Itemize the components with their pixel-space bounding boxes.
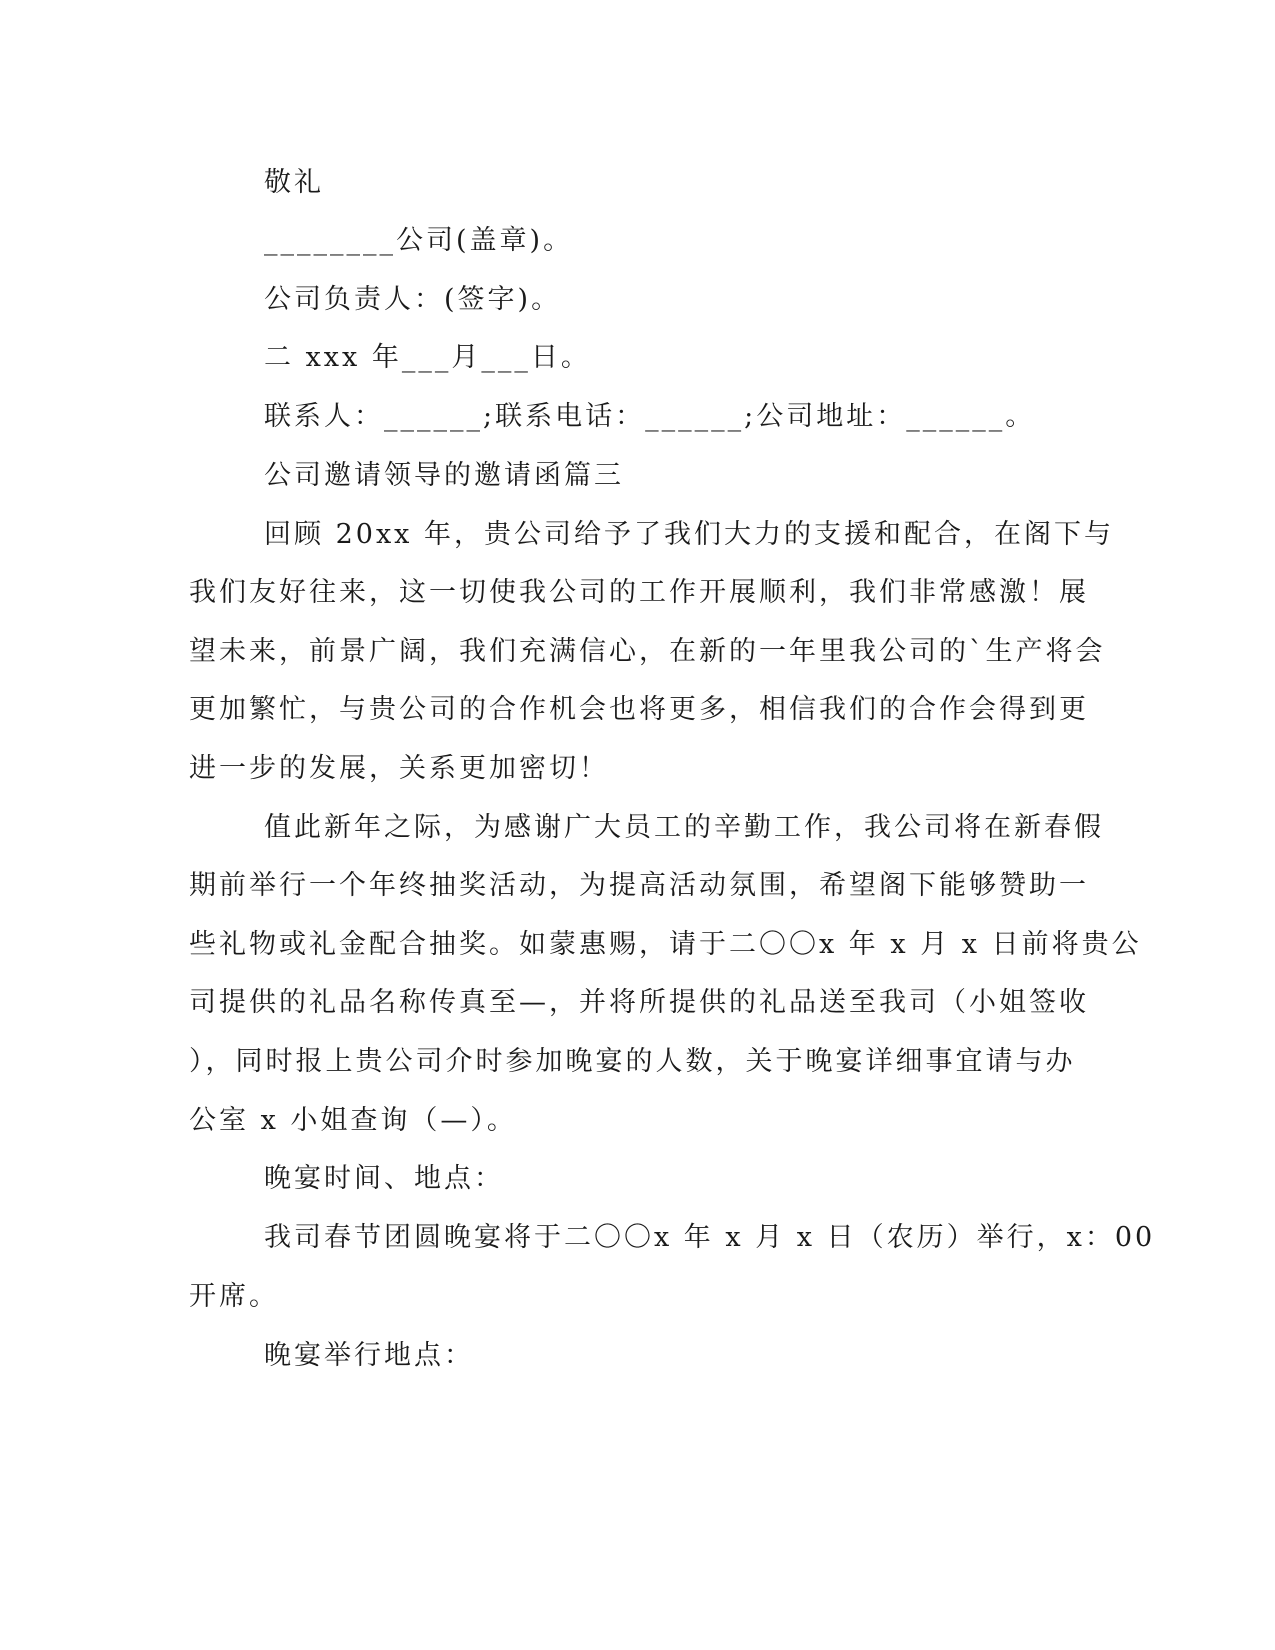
paragraph2-line: 期前举行一个年终抽奖活动，为提高活动氛围，希望阁下能够赞助一 [189,870,1089,901]
paragraph1-line: 更加繁忙，与贵公司的合作机会也将更多，相信我们的合作会得到更 [189,694,1089,725]
paragraph2-line: 公室 x 小姐查询（—）。 [189,1105,517,1136]
paragraph2-line: ），同时报上贵公司介时参加晚宴的人数，关于晚宴详细事宜请与办 [189,1046,1076,1077]
salutation: 敬礼 [264,167,324,198]
paragraph2-line: 司提供的礼品名称传真至—，并将所提供的礼品送至我司（小姐签收 [189,987,1089,1018]
paragraph1-line: 我们友好往来，这一切使我公司的工作开展顺利，我们非常感激！展 [189,577,1089,608]
paragraph1-line: 望未来，前景广阔，我们充满信心，在新的一年里我公司的`生产将会 [189,636,1106,667]
paragraph1-line: 回顾 20xx 年，贵公司给予了我们大力的支援和配合，在阁下与 [264,519,1114,550]
banquet-heading: 晚宴时间、地点： [264,1163,504,1194]
paragraph2-line: 值此新年之际，为感谢广大员工的辛勤工作，我公司将在新春假 [264,812,1104,843]
paragraph2-line: 些礼物或礼金配合抽奖。如蒙惠赐，请于二〇〇x 年 x 月 x 日前将贵公 [189,929,1142,960]
paragraph3-line: 我司春节团圆晚宴将于二〇〇x 年 x 月 x 日（农历）举行，x：00 [264,1222,1156,1253]
paragraph3-line: 开席。 [189,1281,279,1312]
company-seal-line: ________公司(盖章)。 [264,225,574,256]
date-line: 二 xxx 年___月___日。 [264,342,591,373]
contact-line: 联系人：______;联系电话：______;公司地址：______。 [264,401,1036,432]
company-head-signature-line: 公司负责人：(签字)。 [264,284,562,315]
section-title: 公司邀请领导的邀请函篇三 [264,460,624,491]
venue-heading: 晚宴举行地点： [264,1340,474,1371]
paragraph1-line: 进一步的发展，关系更加密切！ [189,753,609,784]
